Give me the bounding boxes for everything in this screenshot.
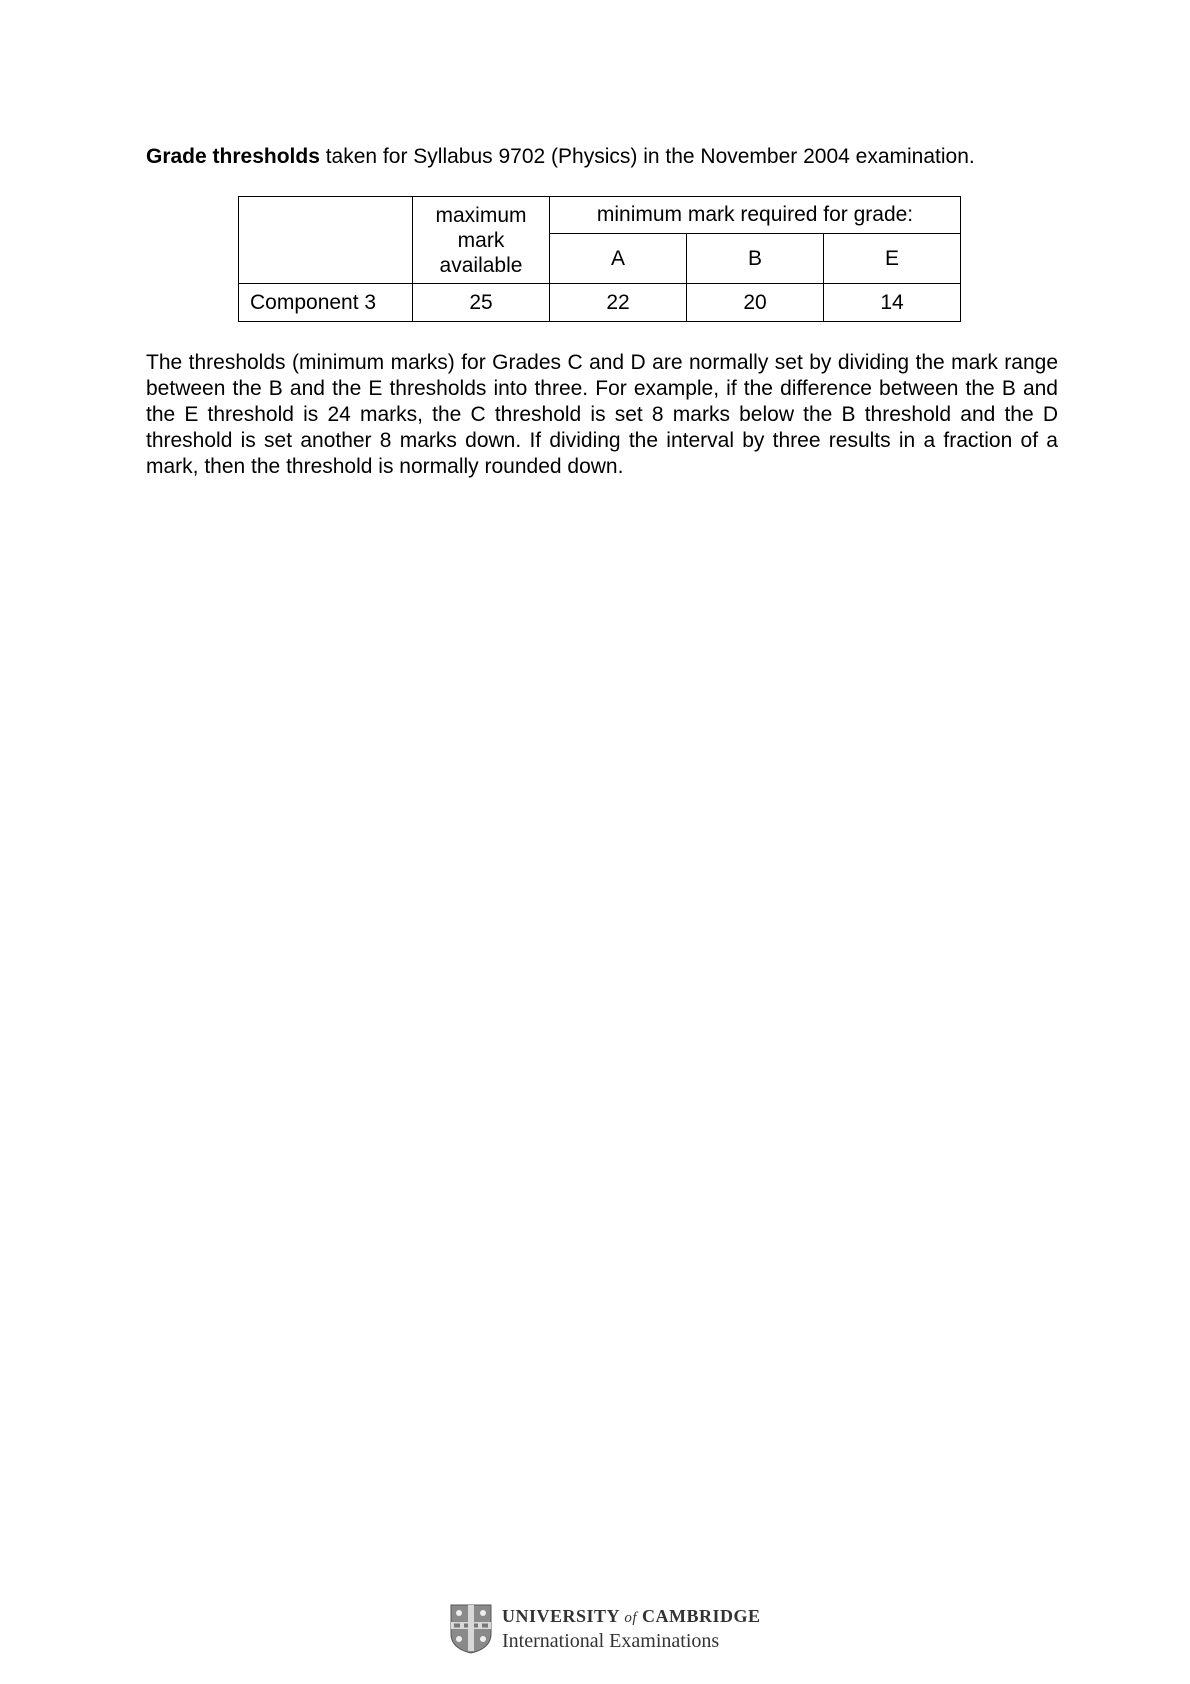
logo-exams-text: International Examinations <box>502 1630 720 1652</box>
grade-a-header: A <box>550 234 687 284</box>
explanation-paragraph: The thresholds (minimum marks) for Grades C and D are normally set by dividing the mark range between the B and the E thresholds into three. For example, if the difference between the B and the E threshold is 24 marks, the C threshold is set 8 marks below the B threshold and the D threshold is set another 8 marks down. If dividing the interval by three results in a fraction of a mark, then the threshold is normally rounded down. <box>146 351 1058 478</box>
max-mark-header-line2: mark <box>457 228 505 252</box>
logo-word-university: UNIVERSITY <box>502 1606 620 1626</box>
empty-header-cell <box>239 197 413 284</box>
cambridge-logo <box>450 1604 760 1656</box>
logo-word-of: of <box>624 1610 638 1626</box>
table-row <box>239 284 961 322</box>
logo-university-text <box>502 1606 761 1627</box>
row-label: Component 3 <box>239 284 413 322</box>
logo-word-cambridge: CAMBRIDGE <box>642 1606 761 1626</box>
grade-e-value: 14 <box>824 284 961 322</box>
grade-thresholds-table <box>238 196 961 322</box>
intro-bold: Grade thresholds <box>146 145 320 168</box>
max-mark-header-line1: maximum <box>435 203 527 227</box>
max-mark-value: 25 <box>413 284 550 322</box>
intro-rest: taken for Syllabus 9702 (Physics) in the November 2004 examination. <box>319 145 975 168</box>
intro-sentence <box>146 144 1066 170</box>
grade-a-value: 22 <box>550 284 687 322</box>
grade-e-header: E <box>824 234 961 284</box>
grade-b-header: B <box>687 234 824 284</box>
min-mark-header: minimum mark required for grade: <box>550 197 961 234</box>
max-mark-header <box>413 197 550 284</box>
grade-b-value: 20 <box>687 284 824 322</box>
crest-icon <box>450 1604 492 1654</box>
max-mark-header-line3: available <box>439 253 523 277</box>
